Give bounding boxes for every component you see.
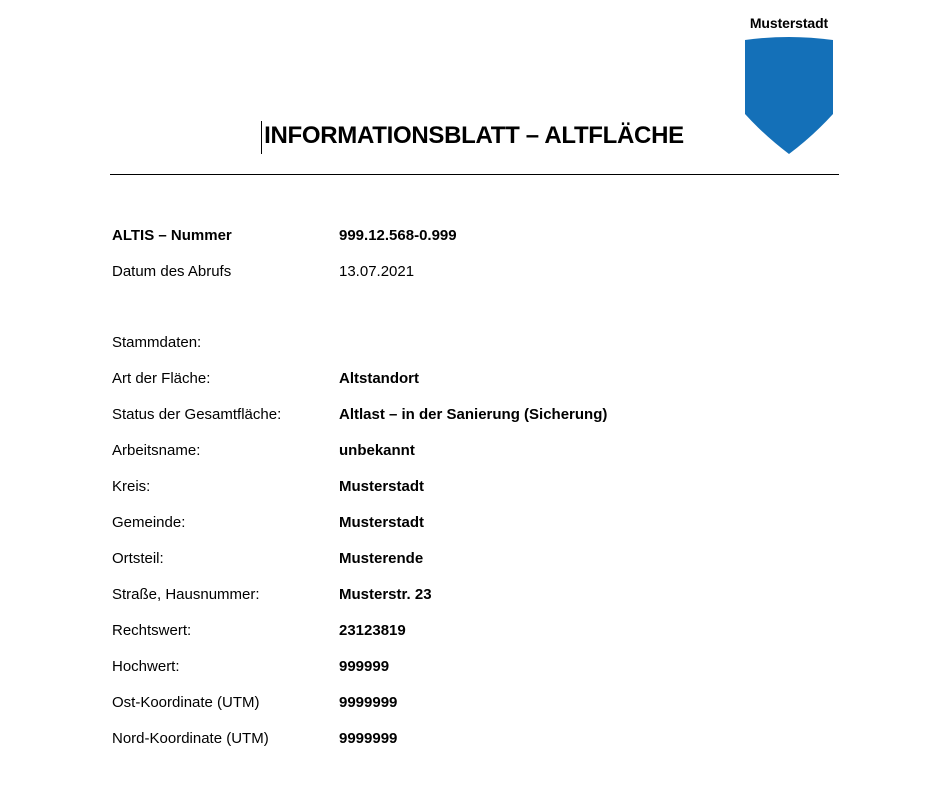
field-label: Art der Fläche: xyxy=(112,370,211,387)
field-value: 9999999 xyxy=(339,730,398,747)
datum-label: Datum des Abrufs xyxy=(112,263,232,280)
text-cursor xyxy=(261,121,262,154)
title-divider xyxy=(110,174,839,175)
field-value: Musterstr. 23 xyxy=(339,586,432,603)
datum-value: 13.07.2021 xyxy=(339,263,415,280)
altis-value: 999.12.568-0.999 xyxy=(339,227,457,244)
field-label: Straße, Hausnummer: xyxy=(112,586,260,603)
field-label: Rechtswert: xyxy=(112,622,192,639)
field-value: 23123819 xyxy=(339,622,406,639)
field-label: Ost-Koordinate (UTM) xyxy=(112,694,260,711)
field-label: Gemeinde: xyxy=(112,514,186,531)
field-label: Status der Gesamtfläche: xyxy=(112,406,282,423)
page-title: INFORMATIONSBLATT – ALTFLÄCHE xyxy=(264,122,684,149)
field-value: unbekannt xyxy=(339,442,415,459)
field-value: Altstandort xyxy=(339,370,419,387)
field-value: 9999999 xyxy=(339,694,398,711)
field-label: Hochwert: xyxy=(112,658,180,675)
field-value: Musterstadt xyxy=(339,478,425,495)
altis-label: ALTIS – Nummer xyxy=(112,227,232,244)
field-value: 999999 xyxy=(339,658,390,675)
field-label: Arbeitsname: xyxy=(112,442,201,459)
field-value: Musterende xyxy=(339,550,424,567)
field-label: Ortsteil: xyxy=(112,550,164,567)
stammdaten-heading: Stammdaten: xyxy=(112,334,202,351)
field-value: Altlast – in der Sanierung (Sicherung) xyxy=(339,406,608,423)
field-value: Musterstadt xyxy=(339,514,425,531)
field-label: Nord-Koordinate (UTM) xyxy=(112,730,269,747)
field-label: Kreis: xyxy=(112,478,151,495)
city-name: Musterstadt xyxy=(749,15,829,31)
